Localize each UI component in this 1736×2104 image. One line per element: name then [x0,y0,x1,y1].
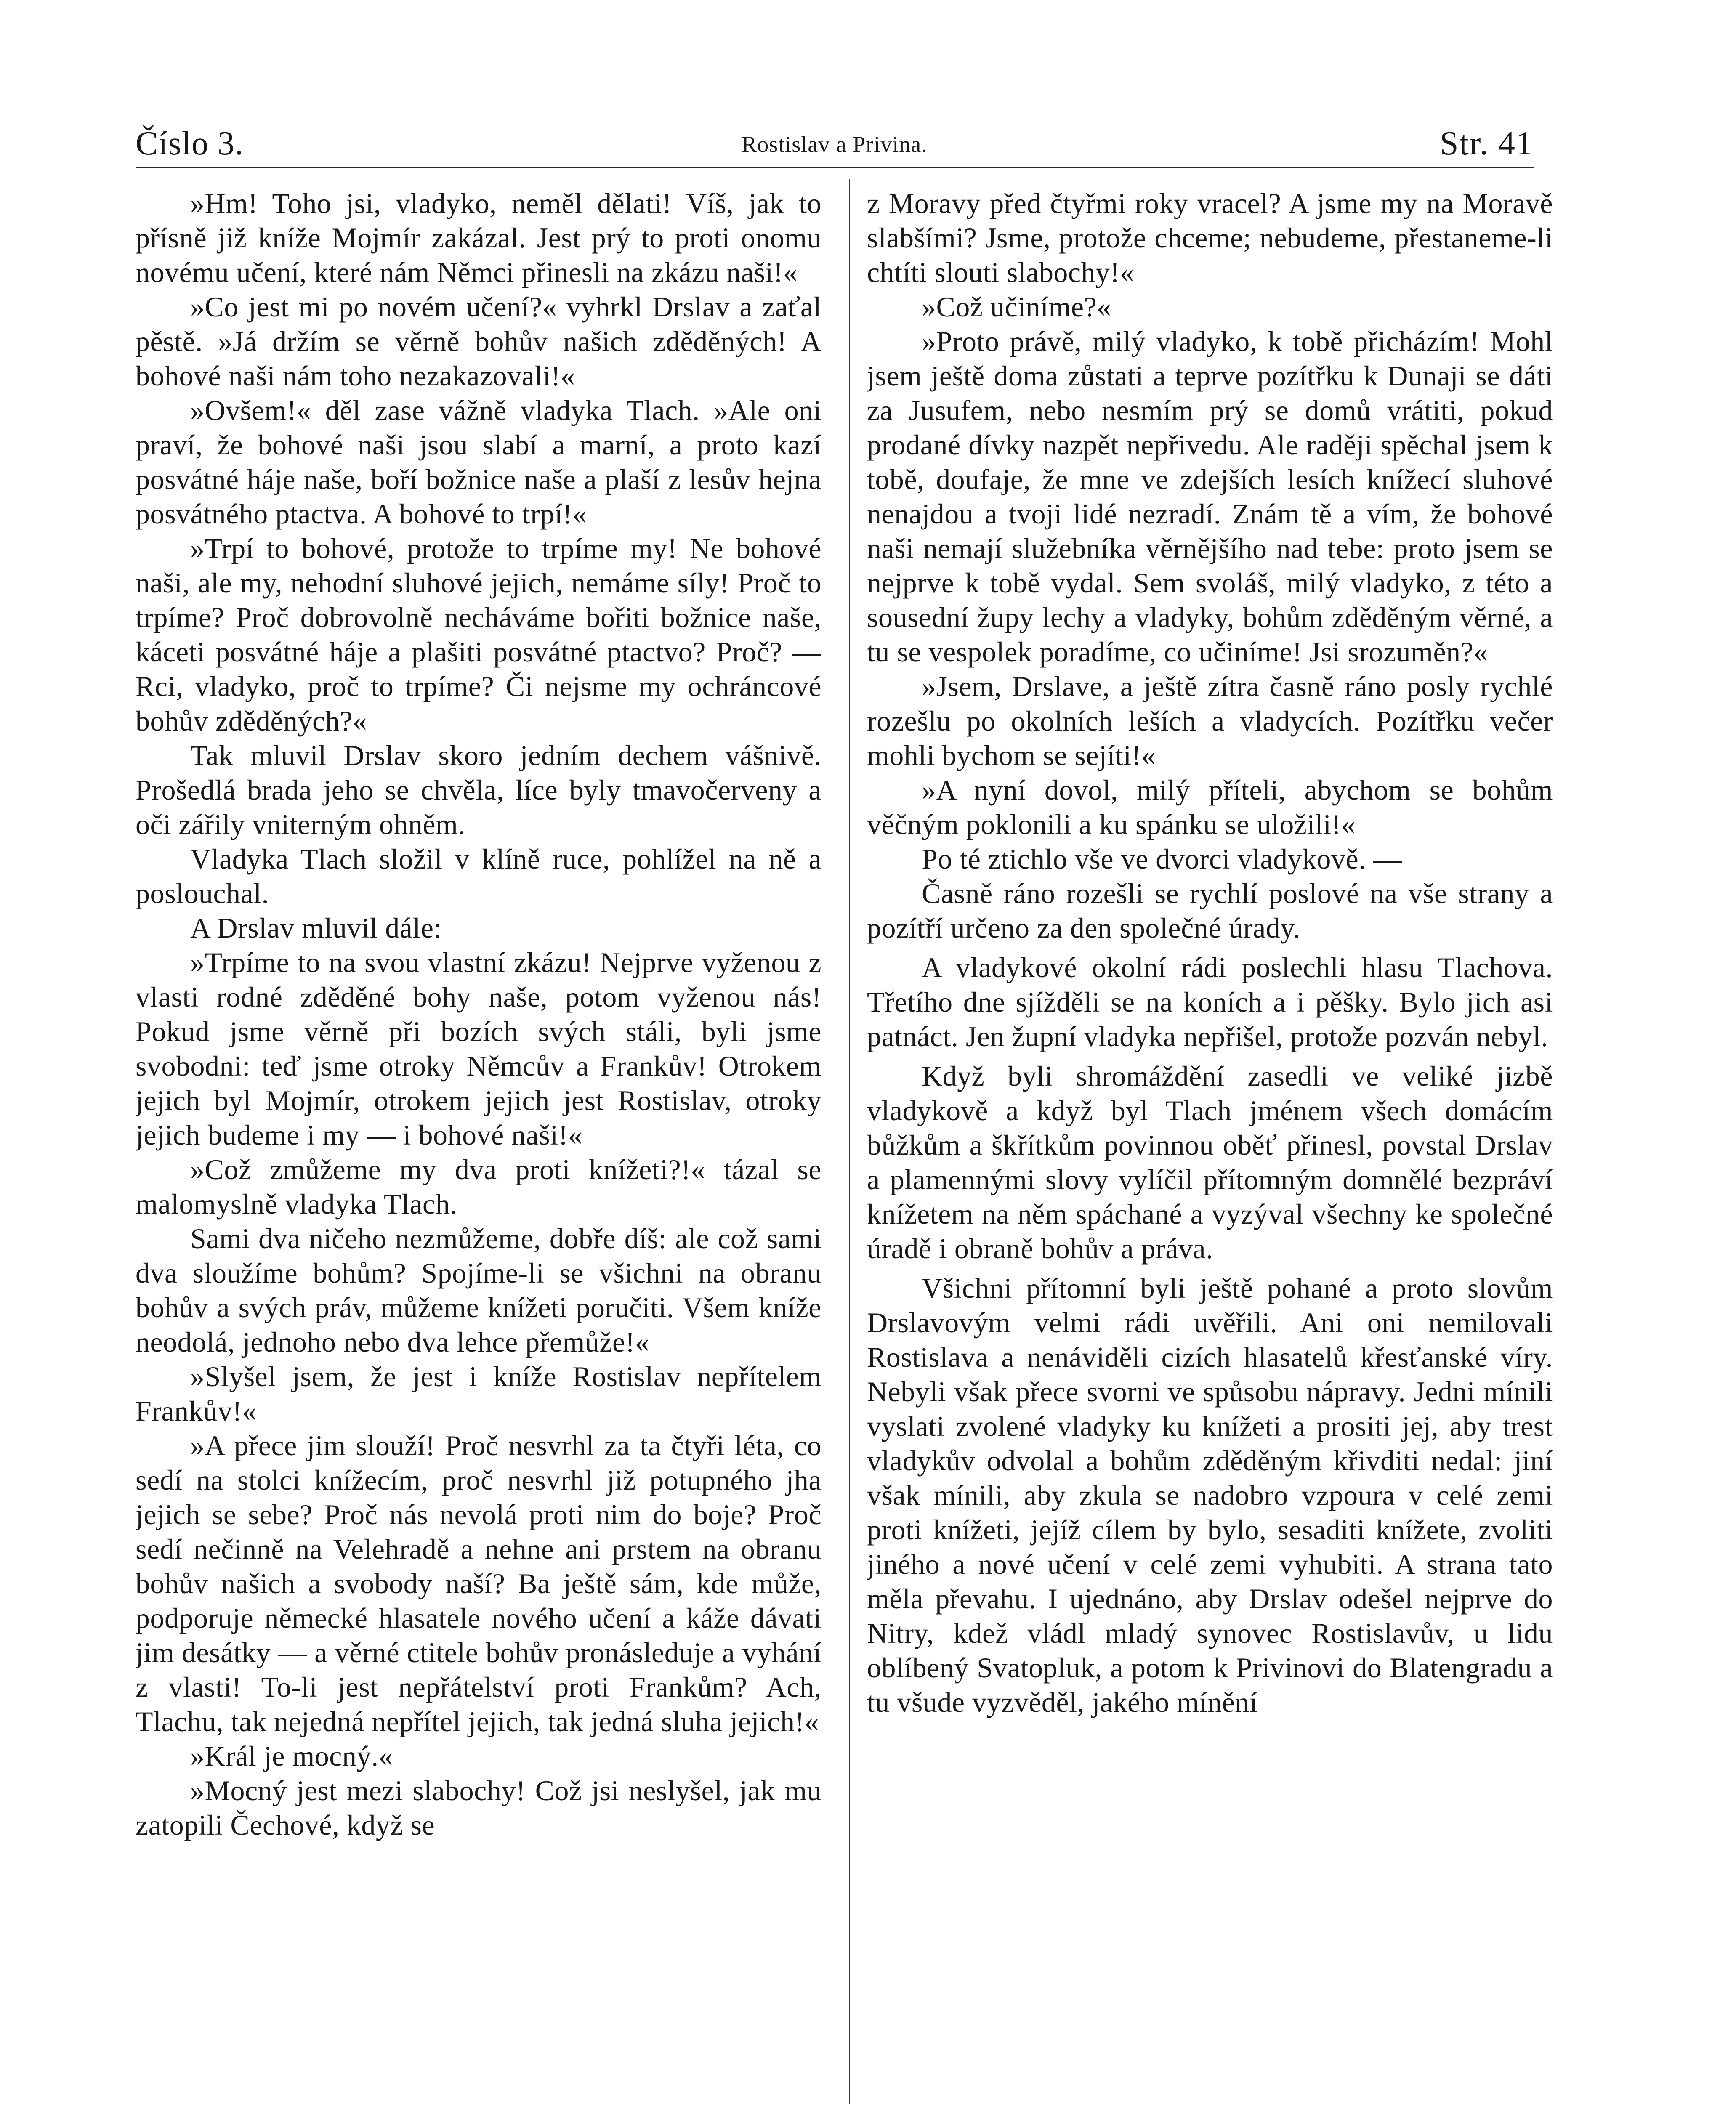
paragraph: »Hm! Toho jsi, vladyko, neměl dělati! Víš, jak to přísně již kníže Mojmír zakázal. Jest prý to proti onomu novému učení, které nám Němci přinesli na zkázu naši!« [136,187,821,288]
running-header [136,120,1534,167]
paragraph: »Trpíme to na svou vlastní zkázu! Nejprve vyženou z vlasti rodné zděděné bohy naše, potom vyženou nás! Pokud jsme věrně při bozích svých stáli, byli jsme svobodni: teď jsme otroky Němcův a Frankův! Otrokem jejich byl Mojmír, otrokem jejich jest Rostislav, otroky jejich budeme i my — i bohové naši!« [136,946,821,1151]
paragraph: A Drslav mluvil dále: [190,912,442,944]
column-divider [849,179,850,2104]
issue-number: Číslo 3. [136,125,244,162]
paragraph: »Trpí to bohové, protože to trpíme my! Ne bohové naši, ale my, nehodní sluhové jejich, nemáme síly! Proč to trpíme? Proč dobrovolně necháváme bořiti božnice naše, káceti posvátné háje a plašiti posvátné ptactvo? Proč? — Rci, vladyko, proč to trpíme? Či nejsme my ochráncové bohův zděděných?« [136,532,821,737]
paragraph: Když byli shromáždění zasedli ve veliké jizbě vladykově a když byl Tlach jménem všech domácím bůžkům a škřítkům povinnou oběť přinesl, povstal Drslav a plamennými slovy vylíčil přítomným domnělé bezpráví knížetem na něm spáchané a vyzýval všechny ke společné úradě i obraně bohův a práva. [867,1060,1553,1265]
header-rule [136,167,1534,168]
running-title: Rostislav a Privina. [742,132,928,157]
page-number: Str. 41 [1440,125,1534,162]
paragraph: Všichni přítomní byli ještě pohané a proto slovům Drslavovým velmi rádi uvěřili. Ani oni nemilovali Rostislava a nenáviděli cizích hlasatelů křesťanské víry. Nebyli však přece svorni ve spůsobu nápravy. Jedni mínili vyslati zvolené vladyky ku knížeti a prositi jej, aby trest vladykův odvolal a bohům zděděným křivditi nedal: jiní však mínili, aby zkula se nadobro vzpoura v celé zemi proti knížeti, jejíž cílem by bylo, sesaditi knížete, zvoliti jiného a nové učení v celé zemi vyhubiti. A strana tato měla převahu. I ujednáno, aby Drslav odešel nejprve do Nitry, kdež vládl mladý synovec Rostislavův, u lidu oblíbený Svatopluk, a potom k Privinovi do Blatengradu a tu všude vyzvěděl, jakého mínění [867,1272,1553,1718]
paragraph: Sami dva ničeho nezmůžeme, dobře díš: ale což sami dva sloužíme bohům? Spojíme-li se všichni na obranu bohův a svých práv, můžeme knížeti poručiti. Všem kníže neodolá, jednoho nebo dva lehce přemůže!« [136,1222,821,1358]
paragraph: »Proto právě, milý vladyko, k tobě přicházím! Mohl jsem ještě doma zůstati a teprve pozítřku k Dunaji se dáti za Jusufem, nebo nesmím prý se domů vrátiti, pokud prodané dívky nazpět nepřivedu. Ale raději spěchal jsem k tobě, doufaje, že mne ve zdejších lesích knížecí sluhové nenajdou a tvoji lidé nezradí. Znám tě a vím, že bohové naši nemají služebníka věrnějšího nad tebe: proto jsem se nejprve k tobě vydal. Sem svoláš, milý vladyko, z této a sousední župy lechy a vladyky, bohům zděděným věrné, a tu se vespolek poradíme, co učiníme! Jsi srozuměn?« [867,325,1553,668]
paragraph: »Jsem, Drslave, a ještě zítra časně ráno posly rychlé rozešlu po okolních leších a vladycích. Pozítřku večer mohli bychom se sejíti!« [867,670,1553,771]
right-column [867,186,1553,2104]
paragraph: Časně ráno rozešli se rychlí poslové na vše strany a pozítří určeno za den společné úrady. [867,877,1553,944]
paragraph: »Slyšel jsem, že jest i kníže Rostislav nepřítelem Frankův!« [136,1360,821,1427]
paragraph: »Což zmůžeme my dva proti knížeti?!« tázal se malomyslně vladyka Tlach. [136,1153,821,1220]
paragraph: »Mocný jest mezi slabochy! Což jsi neslyšel, jak mu zatopili Čechové, když se [136,1775,821,1841]
paragraph: Vladyka Tlach složil v klíně ruce, pohlížel na ně a poslouchal. [136,843,821,909]
paragraph: »A nyní dovol, milý příteli, abychom se bohům věčným poklonili a ku spánku se uložili!« [867,774,1553,840]
left-column [136,186,821,2104]
paragraph: »Co jest mi po novém učení?« vyhrkl Drslav a zaťal pěstě. »Já držím se věrně bohův našich zděděných! A bohové naši nám toho nezakazovali!« [136,291,821,392]
paragraph: »Což učiníme?« [922,291,1111,323]
paragraph-continued: z Moravy před čtyřmi roky vracel? A jsme my na Moravě slabšími? Jsme, protože chceme; nebudeme, přestaneme-li chtíti slouti slabochy!« [867,187,1553,288]
paragraph: »A přece jim slouží! Proč nesvrhl za ta čtyři léta, co sedí na stolci knížecím, proč nesvrhl již potupného jha jejich se sebe? Proč nás nevolá proti nim do boje? Proč sedí nečinně na Velehradě a nehne ani prstem na obranu bohův našich a svobody naší? Ba ještě sám, kde může, podporuje německé hlasatele nového učení a káže dávati jim desátky — a věrné ctitele bohův pronásleduje a vyhání z vlasti! To-li jest nepřátelství proti Frankům? Ach, Tlachu, tak nejedná nepřítel jejich, tak jedná sluha jejich!« [136,1429,821,1737]
paragraph: Po té ztichlo vše ve dvorci vladykově. — [922,843,1402,875]
paragraph: A vladykové okolní rádi poslechli hlasu Tlachova. Třetího dne sjížděli se na koních a i pěšky. Bylo jich asi patnáct. Jen župní vladyka nepřišel, protože pozván nebyl. [867,951,1553,1052]
paragraph: »Král je mocný.« [190,1740,393,1772]
paragraph: »Ovšem!« děl zase vážně vladyka Tlach. »Ale oni praví, že bohové naši jsou slabí a marní, a proto kazí posvátné háje naše, boří božnice naše a plaší z lesův hejna posvátného ptactva. A bohové to trpí!« [136,394,821,530]
paragraph: Tak mluvil Drslav skoro jedním dechem vášnivě. Prošedlá brada jeho se chvěla, líce byly tmavočerveny a oči zářily vniterným ohněm. [136,739,821,840]
